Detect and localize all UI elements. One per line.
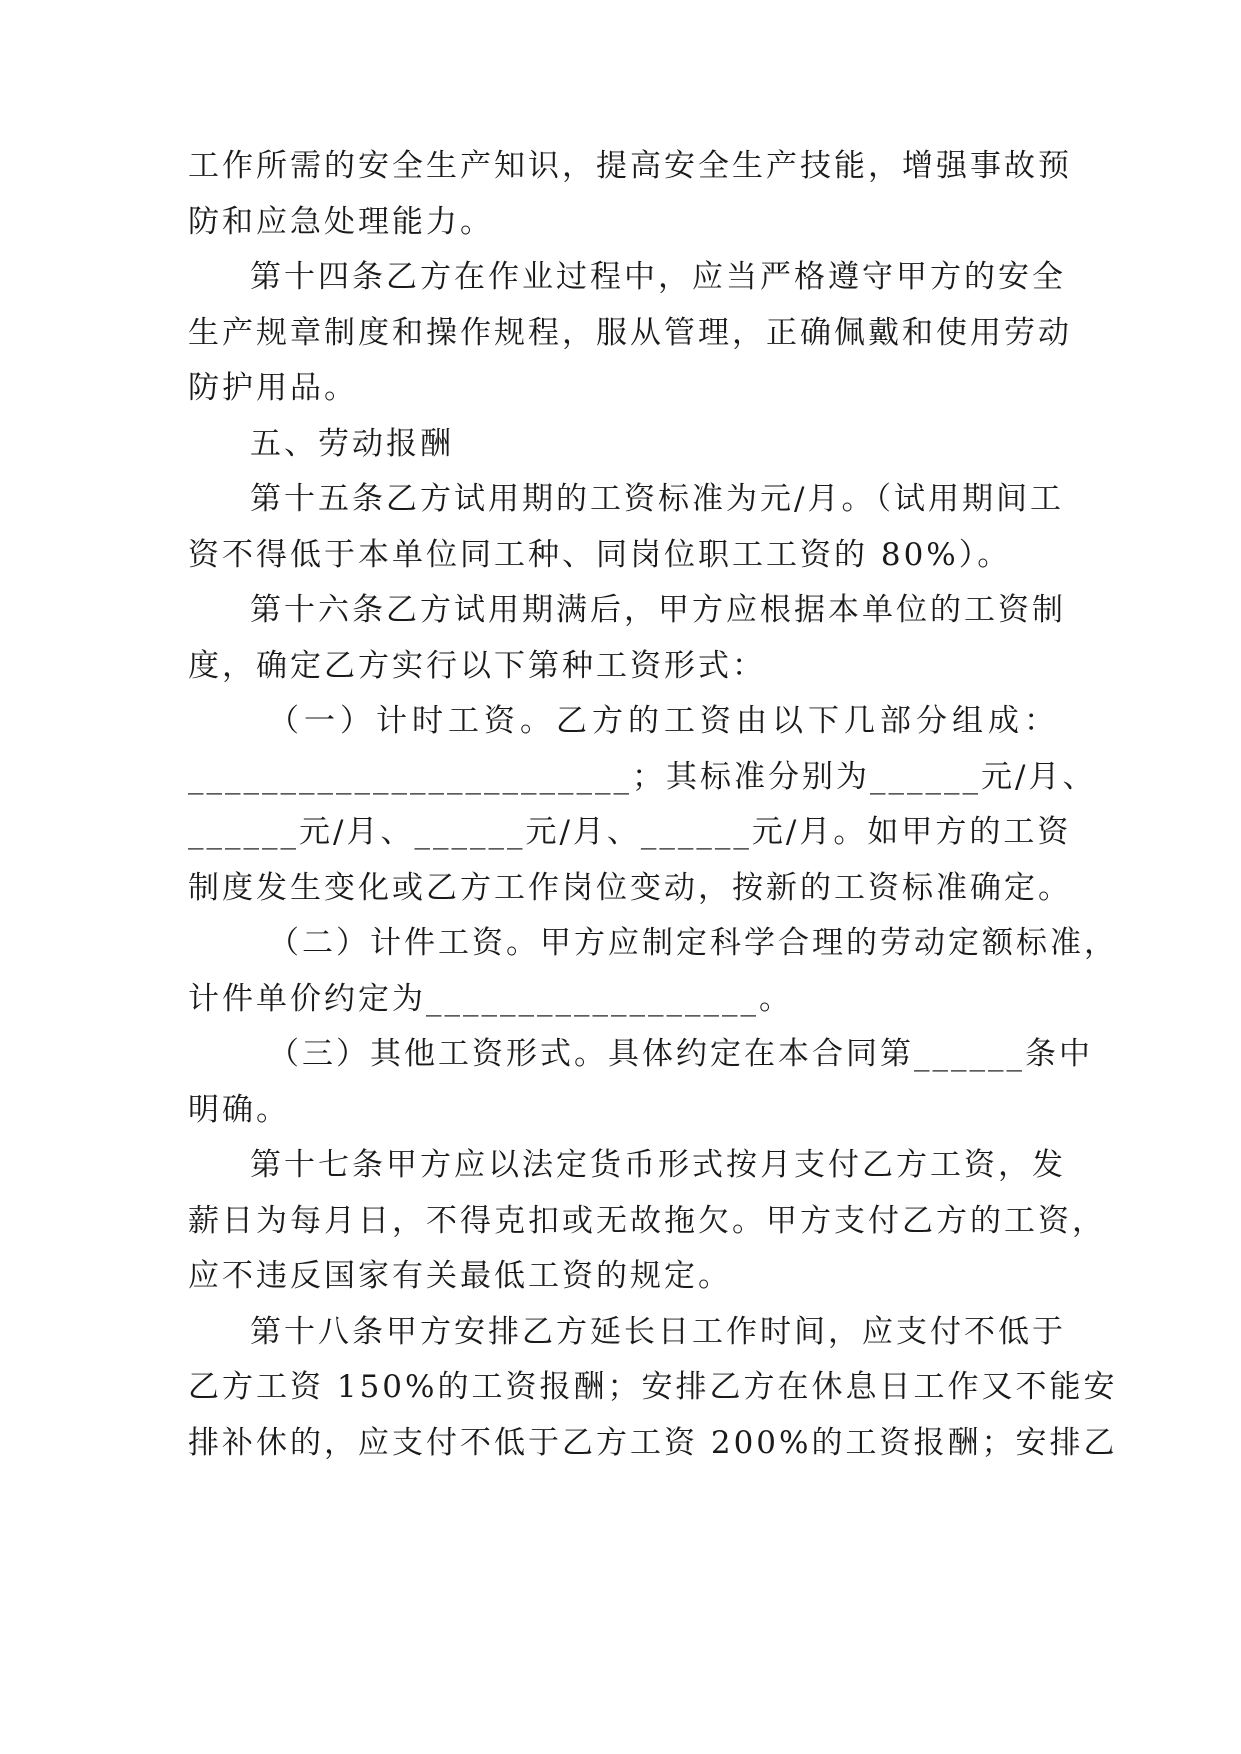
text-line: 生产规章制度和操作规程，服从管理，正确佩戴和使用劳动: [188, 315, 1072, 351]
text-line: 薪日为每月日，不得克扣或无故拖欠。甲方支付乙方的工资，: [188, 1203, 1106, 1239]
text-line: 明确。: [188, 1092, 290, 1128]
text-line: 资不得低于本单位同工种、同岗位职工工资的 80%）。: [188, 537, 1012, 573]
text-line: （一）计时工资。乙方的工资由以下几部分组成：: [268, 703, 1058, 739]
section-heading: 五、劳动报酬: [250, 426, 454, 462]
text-line: 第十八条甲方安排乙方延长日工作时间，应支付不低于: [250, 1314, 1066, 1350]
text-line: 排补休的，应支付不低于乙方工资 200%的工资报酬；安排乙: [188, 1425, 1118, 1461]
text-line: ______元/月、______元/月、______元/月。如甲方的工资: [188, 814, 1072, 850]
text-line: ________________________；其标准分别为______元/月、: [188, 759, 1097, 795]
text-line: 应不违反国家有关最低工资的规定。: [188, 1258, 732, 1294]
text-line: 第十六条乙方试用期满后，甲方应根据本单位的工资制: [250, 592, 1066, 628]
text-line: （三）其他工资形式。具体约定在本合同第______条中: [268, 1036, 1093, 1072]
text-line: 第十七条甲方应以法定货币形式按月支付乙方工资，发: [250, 1147, 1066, 1183]
text-line: 度，确定乙方实行以下第种工资形式：: [188, 648, 766, 684]
text-line: 防护用品。: [188, 370, 358, 406]
text-line: 工作所需的安全生产知识，提高安全生产技能，增强事故预: [188, 148, 1072, 184]
text-line: 乙方工资 150%的工资报酬；安排乙方在休息日工作又不能安: [188, 1369, 1118, 1405]
text-line: 计件单价约定为__________________。: [188, 981, 793, 1017]
text-line: 制度发生变化或乙方工作岗位变动，按新的工资标准确定。: [188, 870, 1072, 906]
text-line: 第十四条乙方在作业过程中，应当严格遵守甲方的安全: [250, 259, 1066, 295]
text-line: （二）计件工资。甲方应制定科学合理的劳动定额标准，: [268, 925, 1118, 961]
text-line: 第十五条乙方试用期的工资标准为元/月。（试用期间工: [250, 481, 1064, 517]
text-line: 防和应急处理能力。: [188, 204, 494, 240]
